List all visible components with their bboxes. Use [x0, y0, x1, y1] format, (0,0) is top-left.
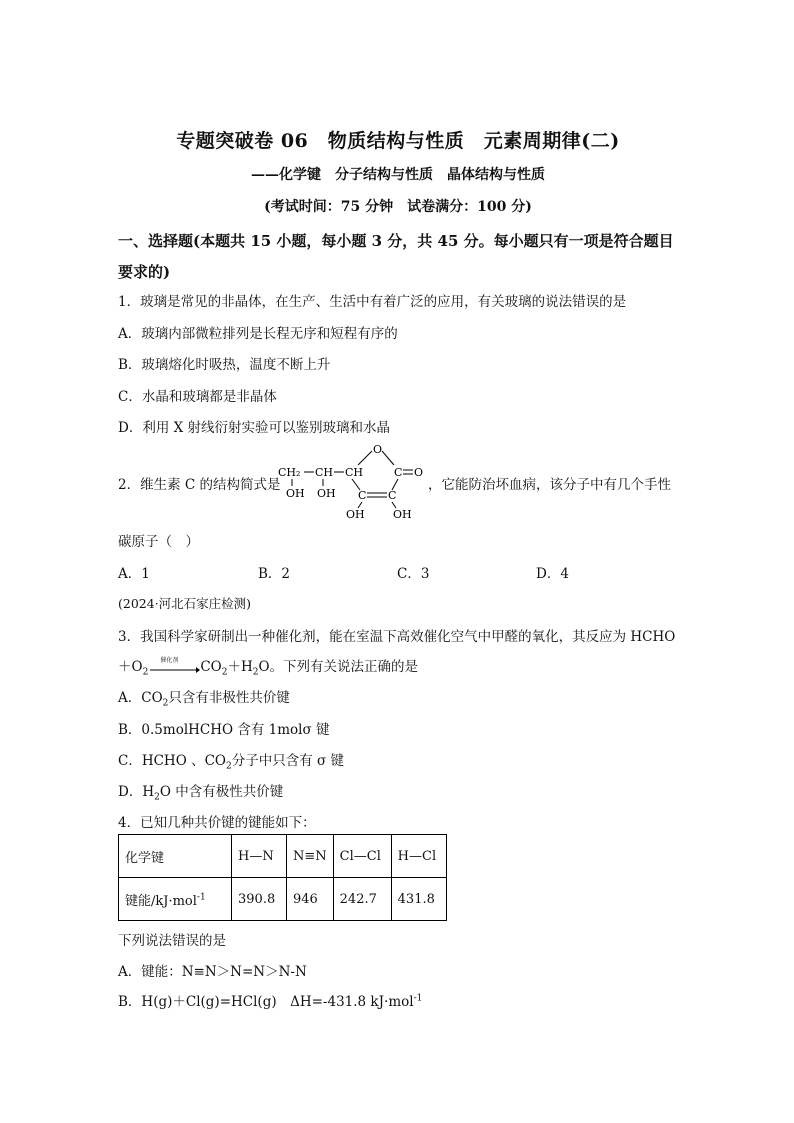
table-cell: 242.7: [333, 878, 391, 921]
struct-o-ring: O: [373, 443, 383, 456]
table-header-cell: 化学键: [119, 835, 232, 878]
row-label-text: 键能/kJ·mol: [125, 893, 197, 909]
q4-stem: 4．已知几种共价键的键能如下：: [118, 815, 316, 831]
struct-o-dbl: O: [414, 466, 424, 479]
q2-stem-after: ，它能防治坏血病，该分子中有几个手性: [428, 477, 671, 493]
page-subtitle: ——化学键 分子结构与性质 晶体结构与性质: [251, 167, 545, 183]
q3-product-co2: CO: [200, 659, 222, 675]
table-cell: 390.8: [232, 878, 287, 921]
bond-energy-table: [118, 834, 447, 921]
q1-option-b: B．玻璃熔化时吸热，温度不断上升: [118, 357, 331, 373]
subscript: 2: [225, 761, 232, 772]
q3-a-pre: A．CO: [118, 690, 163, 706]
superscript: -1: [413, 993, 423, 1004]
q3-stem-2: [118, 655, 418, 678]
section-heading: 一、选择题(本题共 15 小题，每小题 3 分，共 45 分。每小题只有一项是符合题目要求的): [118, 232, 674, 281]
q4-option-a: A．键能：N≡N＞N=N＞N-N: [118, 964, 307, 980]
q3-product-h2o: ＋H: [227, 659, 253, 675]
source-note: (2024·河北石家庄检测): [118, 596, 252, 611]
struct-ch2: CH₂: [278, 466, 301, 479]
q3-c-post: 分子中只含有 σ 键: [231, 753, 345, 769]
q3-option-b: B．0.5molHCHO 含有 1molσ 键: [118, 722, 330, 738]
table-cell: 946: [287, 878, 334, 921]
struct-oh-2: OH: [317, 487, 336, 500]
table-row: [119, 878, 447, 921]
struct-c-carbonyl: C: [394, 466, 403, 479]
q2-option-c: C．3: [397, 566, 430, 582]
q2-option-d: D．4: [536, 566, 569, 582]
q2-stem-cont: 碳原子（ ）: [118, 534, 199, 550]
q1-option-a: A．玻璃内部微粒排列是长程无序和短程有序的: [118, 326, 398, 342]
q1-option-d: D．利用 X 射线衍射实验可以鉴别玻璃和水晶: [118, 420, 391, 436]
subscript: 2: [162, 698, 169, 709]
q3-option-a: [118, 686, 290, 709]
table-header-cell: H—N: [232, 835, 287, 878]
q1-stem: 1．玻璃是常见的非晶体，在生产、生活中有着广泛的应用，有关玻璃的说法错误的是: [118, 294, 627, 310]
q4-after: 下列说法错误的是: [118, 933, 226, 949]
struct-oh-3: OH: [346, 508, 365, 519]
exam-info: (考试时间：75 分钟 试卷满分：100 分): [264, 199, 532, 215]
struct-ch-a: CH: [315, 466, 334, 479]
table-row-label: [119, 878, 232, 921]
q1-option-c: C．水晶和玻璃都是非晶体: [118, 389, 277, 405]
subscript: 2: [252, 667, 259, 678]
q4-b-pre: B．H(g)＋Cl(g)=HCl(g) ΔH=-431.8 kJ·mol: [118, 994, 414, 1010]
page-title: 专题突破卷 06 物质结构与性质 元素周期律(二): [176, 130, 620, 152]
q3-reactant-o2: ＋O: [118, 659, 143, 675]
table-header-row: [119, 835, 447, 878]
q2-option-a: A．1: [118, 566, 150, 582]
struct-oh-1: OH: [286, 487, 305, 500]
q3-d-post: O 中含有极性共价键: [159, 784, 284, 800]
q3-option-c: [118, 749, 344, 772]
vitamin-c-structure: [278, 443, 428, 519]
table-header-cell: H—Cl: [391, 835, 446, 878]
q3-option-d: [118, 780, 283, 803]
table-cell: 431.8: [391, 878, 446, 921]
struct-c-left: C: [358, 489, 367, 502]
q3-stem-1: 3．我国科学家研制出一种催化剂，能在室温下高效催化空气中甲醛的氧化，其反应为 HCHO: [118, 629, 676, 645]
q2-stem-before: 2．维生素 C 的结构简式是: [118, 477, 281, 493]
q3-stem-end: O。下列有关说法正确的是: [258, 659, 419, 675]
superscript: -1: [196, 892, 206, 903]
struct-ch-b: CH: [345, 466, 364, 479]
q4-option-b: [118, 990, 422, 1010]
struct-c-right: C: [388, 489, 397, 502]
reaction-arrow: [148, 656, 200, 675]
subscript: 2: [142, 667, 149, 678]
table-header-cell: Cl—Cl: [333, 835, 391, 878]
table-header-cell: N≡N: [287, 835, 334, 878]
q3-a-post: 只含有非极性共价键: [168, 690, 290, 706]
q3-c-pre: C．HCHO 、CO: [118, 753, 226, 769]
catalyst-label: 催化剂: [160, 656, 179, 664]
subscript: 2: [221, 667, 228, 678]
q2-option-b: B．2: [258, 566, 291, 582]
struct-oh-4: OH: [393, 508, 412, 519]
subscript: 2: [154, 792, 160, 803]
q3-d-pre: D．H: [118, 784, 155, 800]
